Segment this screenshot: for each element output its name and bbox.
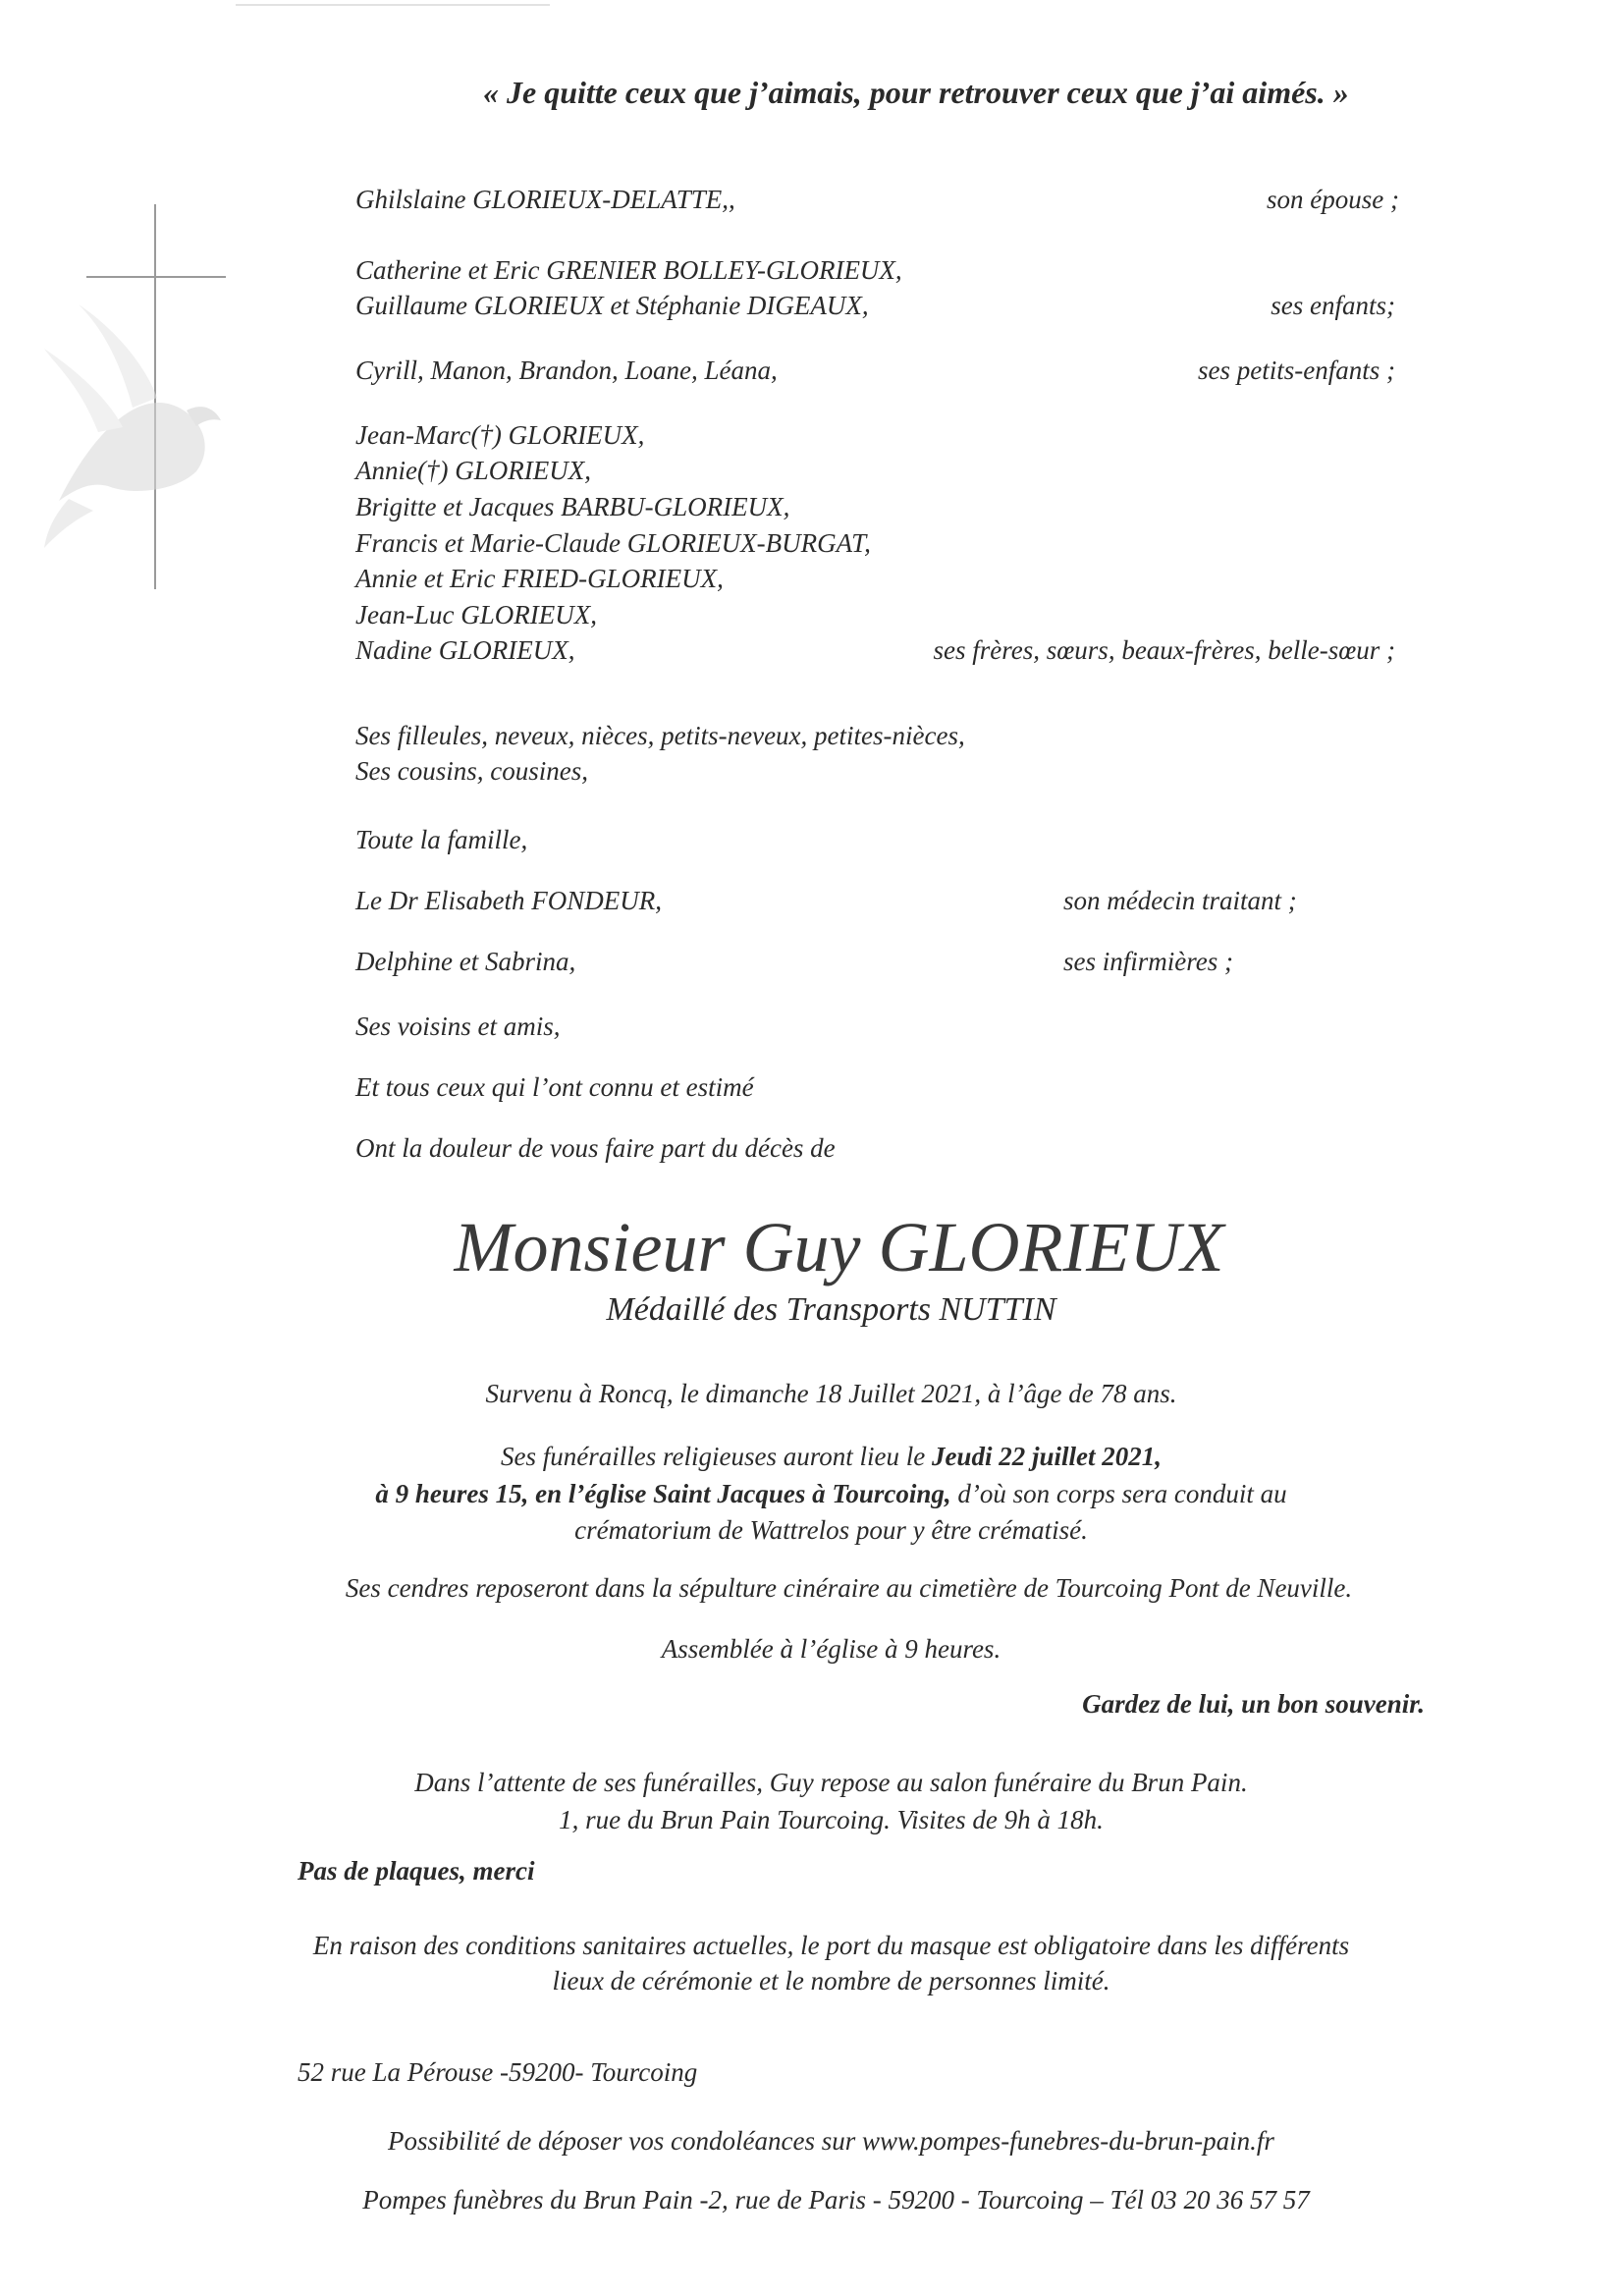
attente-line-1: Dans l’attente de ses funérailles, Guy repose au salon funéraire du Brun Pain. [414, 1768, 1248, 1797]
sanitaire-line-2: lieux de cérémonie et le nombre de personnes limité. [552, 1966, 1110, 1995]
family-voisins: Ses voisins et amis, [355, 1011, 561, 1041]
funeral-line-2b: d’où son corps sera conduit au [950, 1479, 1287, 1508]
death-announcement: Survenu à Roncq, le dimanche 18 Juillet 2021, à l’âge de 78 ans. [485, 1379, 1177, 1408]
family-frere-line: Nadine GLORIEUX, [355, 635, 575, 665]
funeral-line-1a: Ses funérailles religieuses auront lieu le [501, 1442, 932, 1471]
family-enfants-relation: ses enfants; [1271, 291, 1395, 320]
dove-icon [44, 304, 221, 548]
souvenir: Gardez de lui, un bon souvenir. [1082, 1689, 1425, 1719]
family-frere-line: Annie(†) GLORIEUX, [355, 456, 591, 485]
family-frere-line: Francis et Marie-Claude GLORIEUX-BURGAT, [355, 528, 871, 558]
cendres: Ses cendres reposeront dans la sépulture cinéraire au cimetière de Tourcoing Pont de Neuville. [345, 1573, 1353, 1603]
attente-line-2: 1, rue du Brun Pain Tourcoing. Visites de 9h à 18h. [559, 1805, 1104, 1834]
deceased-name: Monsieur Guy GLORIEUX [454, 1208, 1224, 1286]
family-tous: Et tous ceux qui l’ont connu et estimé [355, 1072, 754, 1102]
adresse: 52 rue La Pérouse -59200- Tourcoing [298, 2057, 698, 2087]
family-epouse-relation: son épouse ; [1267, 185, 1399, 214]
pompes-funebres: Pompes funèbres du Brun Pain -2, rue de Paris - 59200 - Tourcoing – Tél 03 20 36 57 57 [362, 2185, 1310, 2214]
family-douleur: Ont la douleur de vous faire part du décès de [355, 1133, 836, 1163]
funeral-line-2 [0, 1477, 1623, 1510]
family-freres-relation: ses frères, sœurs, beaux-frères, belle-sœur ; [933, 635, 1395, 665]
funeral-line-1 [0, 1440, 1623, 1473]
funeral-time-place: à 9 heures 15, en l’église Saint Jacques à Tourcoing, [375, 1479, 951, 1508]
family-petits-enfants-relation: ses petits-enfants ; [1198, 355, 1395, 385]
family-filleules-line-2: Ses cousins, cousines, [355, 756, 588, 786]
quote: « Je quitte ceux que j’aimais, pour retrouver ceux que j’ai aimés. » [483, 75, 1349, 110]
family-frere-line: Brigitte et Jacques BARBU-GLORIEUX, [355, 492, 790, 521]
family-medecin-name: Le Dr Elisabeth FONDEUR, [355, 886, 662, 915]
family-filleules-line-1: Ses filleules, neveux, nièces, petits-neveux, petites-nièces, [355, 721, 965, 750]
family-epouse-name: Ghilslaine GLORIEUX-DELATTE,, [355, 185, 735, 214]
family-famille: Toute la famille, [355, 825, 528, 854]
family-frere-line: Jean-Luc GLORIEUX, [355, 600, 597, 629]
assemblee: Assemblée à l’église à 9 heures. [661, 1634, 1001, 1664]
family-petits-enfants-name: Cyrill, Manon, Brandon, Loane, Léana, [355, 355, 778, 385]
funeral-line-3: crématorium de Wattrelos pour y être crématisé. [574, 1515, 1088, 1545]
family-infirmieres-relation: ses infirmières ; [1063, 947, 1233, 976]
family-enfants-line-1: Catherine et Eric GRENIER BOLLEY-GLORIEUX, [355, 255, 902, 285]
funeral-date: Jeudi 22 juillet 2021, [931, 1442, 1162, 1471]
family-frere-line: Jean-Marc(†) GLORIEUX, [355, 420, 645, 450]
deceased-title: Médaillé des Transports NUTTIN [606, 1291, 1056, 1328]
family-frere-line: Annie et Eric FRIED-GLORIEUX, [355, 564, 724, 593]
family-enfants-line-2: Guillaume GLORIEUX et Stéphanie DIGEAUX, [355, 291, 869, 320]
plaques: Pas de plaques, merci [298, 1856, 535, 1886]
condoleances: Possibilité de déposer vos condoléances sur www.pompes-funebres-du-brun-pain.fr [388, 2126, 1274, 2156]
scan-artifact [0, 0, 1623, 10]
sanitaire-line-1: En raison des conditions sanitaires actuelles, le port du masque est obligatoire dans les différents [312, 1931, 1350, 1960]
cross-dove-decoration [39, 187, 245, 609]
family-medecin-relation: son médecin traitant ; [1063, 886, 1297, 915]
family-infirmieres-name: Delphine et Sabrina, [355, 947, 576, 976]
